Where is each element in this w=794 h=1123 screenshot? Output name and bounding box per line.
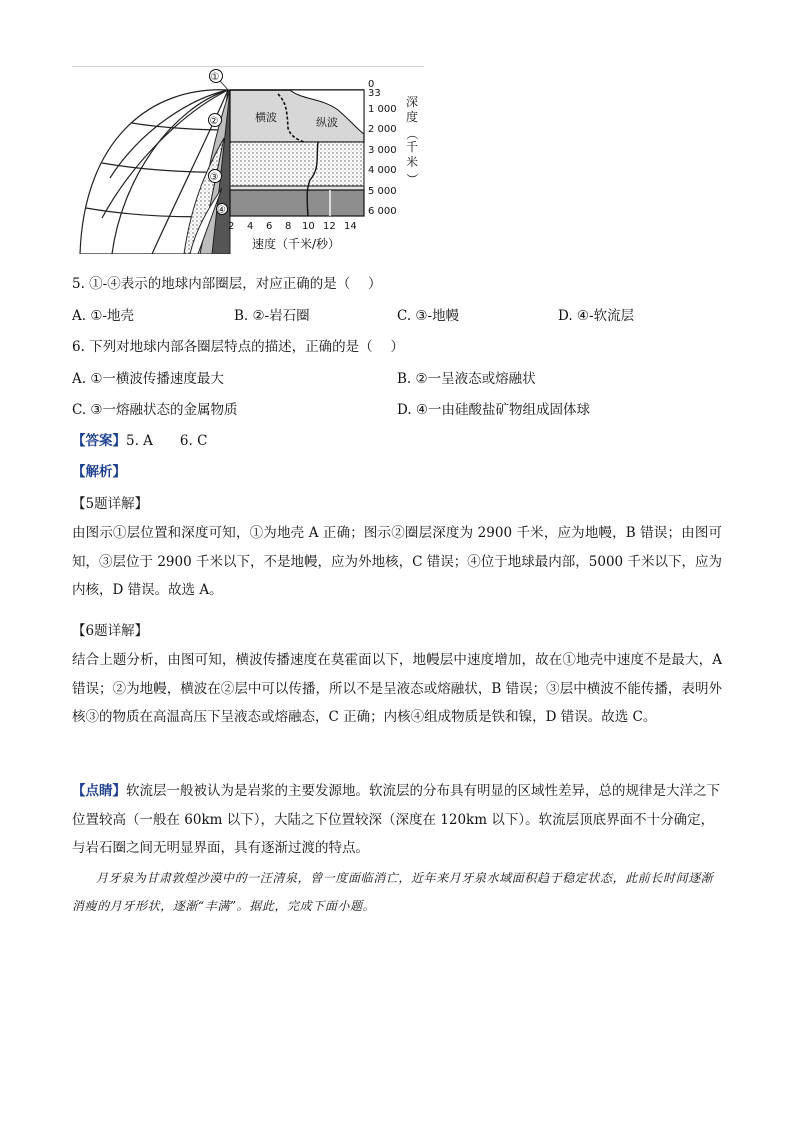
q6-option-b[interactable]: B. ②一呈液态或熔融状 <box>397 371 536 387</box>
depth-axis-label <box>405 95 419 185</box>
q5-stem: 5. ①-④表示的地球内部圈层，对应正确的是（ ） <box>72 276 382 292</box>
q5-option-a[interactable]: A. ①-地壳 <box>72 308 134 324</box>
q6-option-d[interactable]: D. ④一由硅酸盐矿物组成固体球 <box>397 402 591 418</box>
speed-tick: 14 <box>344 221 357 232</box>
p-wave-label: 纵波 <box>316 116 338 129</box>
q5-option-c[interactable]: C. ③-地幔 <box>397 308 460 324</box>
layer-label-3: ③ <box>209 172 219 183</box>
depth-tick: 4 000 <box>368 165 397 176</box>
depth-tick: 6 000 <box>368 206 397 217</box>
answer-tag: 【答案】 <box>72 433 126 449</box>
layer-label-1: ① <box>210 72 220 83</box>
next-stem: 月牙泉为甘肃敦煌沙漠中的一汪清泉，曾一度面临消亡，近年来月牙泉水域面积趋于稳定状态，此前长时间逐渐消瘦的月牙形状，逐渐“丰满”。据此，完成下面小题。 <box>72 871 714 913</box>
answer-value: 5. A 6. C <box>126 433 208 449</box>
q6-option-c[interactable]: C. ③一熔融状态的金属物质 <box>72 402 238 418</box>
depth-label-char: 深 <box>406 95 419 109</box>
depth-tick: 0 <box>368 79 375 90</box>
answer-line <box>72 431 207 451</box>
d6-text: 结合上题分析，由图可知，横波传播速度在莫霍面以下，地幔层中速度增加，故在①地壳中速度不是最大，A 错误；②为地幔，横波在②层中可以传播，所以不是呈液态或熔融状，B 错误；③层中横波不能传播，表明外核③的物质在高温高压下呈液态或熔融态，C 正确；内核④组成物质是铁和镍，D 错误。故选 C。 <box>72 652 722 725</box>
d6-tag: 【6题详解】 <box>72 623 149 639</box>
tip-block <box>72 777 722 863</box>
depth-axis <box>368 79 397 217</box>
depth-label-char: ） <box>405 173 419 186</box>
d5-text: 由图示①层位置和深度可知，①为地壳 A 正确；图示②圈层深度为 2900 千米，应为地幔，B 错误；由图可知，③层位于 2900 千米以下，不是地幔，应为外地核，C 错误；④位于地球最内部，5000 千米以下，应为内核，D 错误。故选 A。 <box>72 525 722 598</box>
depth-label-char: 米 <box>406 155 419 169</box>
d5-tag: 【5题详解】 <box>72 496 149 512</box>
depth-label-char: 度 <box>406 110 419 124</box>
q6-stem: 6. 下列对地球内部各圈层特点的描述，正确的是（ ） <box>72 339 404 355</box>
speed-tick: 4 <box>247 221 254 232</box>
q6-option-a[interactable]: A. ①一横波传播速度最大 <box>72 371 224 387</box>
earth-interior-figure <box>72 68 428 254</box>
depth-tick: 3 000 <box>368 145 397 156</box>
depth-tick: 33 <box>368 88 381 99</box>
depth-tick: 1 000 <box>368 104 397 115</box>
depth-tick: 5 000 <box>368 186 397 197</box>
top-rule <box>72 66 424 67</box>
speed-tick: 6 <box>266 221 273 232</box>
layer-label-4: ④ <box>217 205 226 216</box>
speed-tick: 8 <box>285 221 292 232</box>
analysis-line <box>72 462 126 482</box>
depth-label-char: （ <box>405 128 419 141</box>
q5-option-b[interactable]: B. ②-岩石圈 <box>234 308 310 324</box>
tip-tag: 【点睛】 <box>72 783 126 799</box>
speed-tick: 12 <box>323 221 336 232</box>
speed-tick: 2 <box>228 221 235 232</box>
speed-tick: 10 <box>302 221 315 232</box>
velocity-chart <box>230 90 364 216</box>
analysis-tag: 【解析】 <box>72 464 126 480</box>
speed-axis <box>228 221 357 251</box>
depth-tick: 2 000 <box>368 124 397 135</box>
earth-interior-diagram <box>72 68 428 254</box>
q5-option-d[interactable]: D. ④-软流层 <box>558 308 635 324</box>
tip-text: 软流层一般被认为是岩浆的主要发源地。软流层的分布具有明显的区域性差异，总的规律是大洋之下位置较高（一般在 60km 以下），大陆之下位置较深（深度在 120km 以下）。软流层顶底界面不十分确定，与岩石圈之间无明显界面，具有逐渐过渡的特点。 <box>72 783 720 856</box>
layer-label-2: ② <box>209 116 219 127</box>
depth-label-char: 千 <box>406 140 419 154</box>
s-wave-label: 横波 <box>255 111 277 124</box>
speed-axis-label: 速度（千米/秒） <box>252 237 341 251</box>
